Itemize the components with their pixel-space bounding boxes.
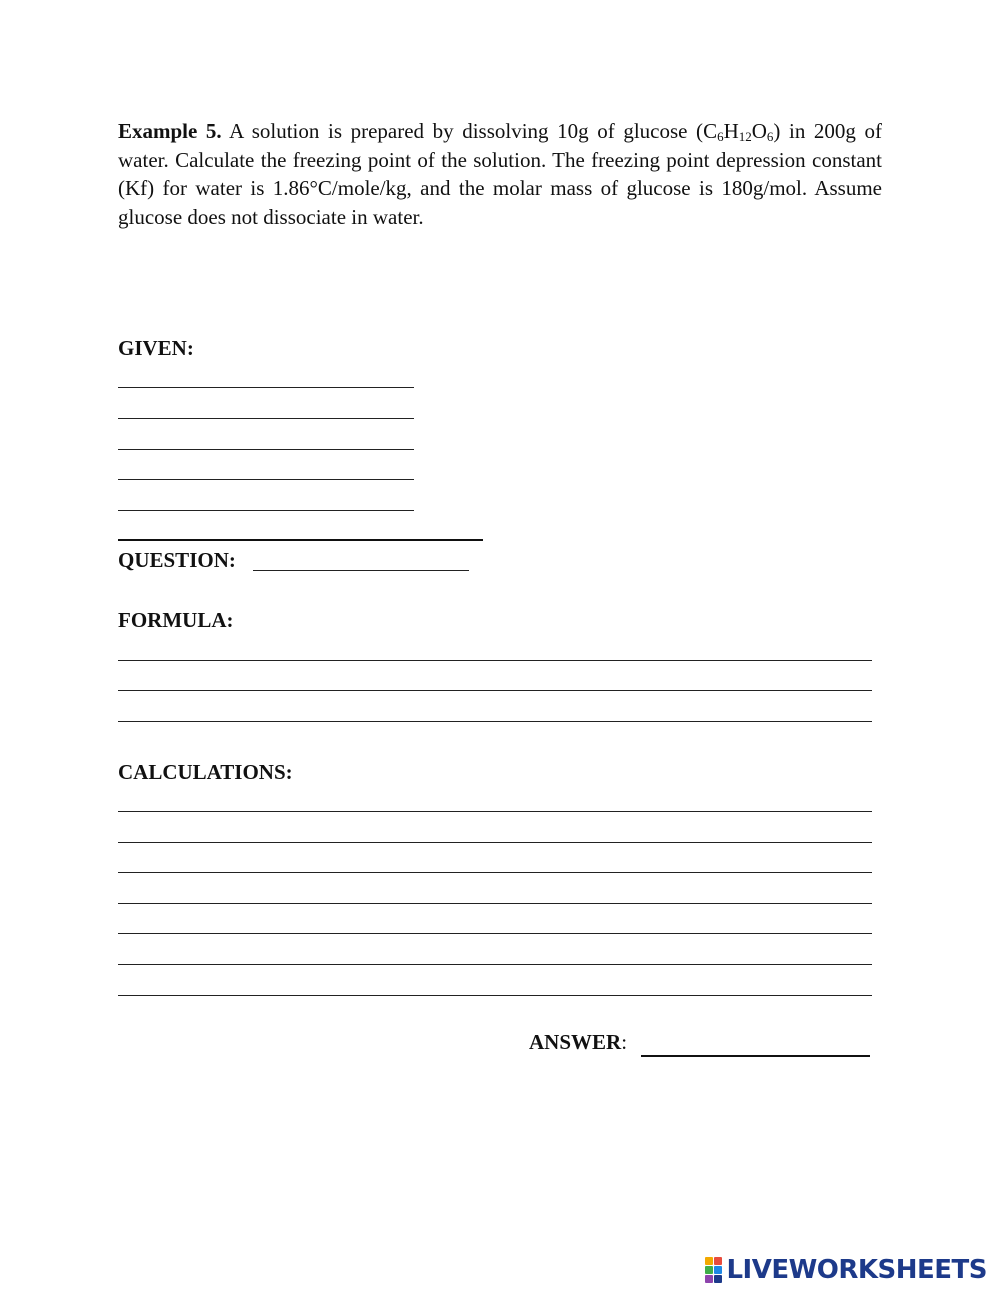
calculations-answer-line-1[interactable] xyxy=(118,811,872,812)
answer-row xyxy=(529,1030,627,1055)
formula-answer-line-3[interactable] xyxy=(118,721,872,722)
problem-label: Example 5. xyxy=(118,119,222,143)
formula-answer-line-1[interactable] xyxy=(118,660,872,661)
calculations-answer-line-5[interactable] xyxy=(118,933,872,934)
problem-statement xyxy=(118,117,882,231)
calculations-answer-line-6[interactable] xyxy=(118,964,872,965)
calculations-answer-line-3[interactable] xyxy=(118,872,872,873)
brand-name: LIVEWORKSHEETS xyxy=(726,1255,987,1285)
problem-text-after: ) in 200g of water. Calculate the freezing point of the solution. The freezing point depression constant (Kf) for water is 1.86°C/mole/kg, and the molar mass of glucose is 180g/mol. Assume glucose does not dissociate in water. xyxy=(118,119,883,229)
given-answer-line-4[interactable] xyxy=(118,479,414,480)
problem-text-before: A solution is prepared by dissolving 10g of glucose ( xyxy=(229,119,704,143)
calculations-heading: CALCULATIONS: xyxy=(118,760,293,784)
calculations-answer-line-2[interactable] xyxy=(118,842,872,843)
formula-answer-line-2[interactable] xyxy=(118,690,872,691)
calculations-answer-line-7[interactable] xyxy=(118,995,872,996)
liveworksheets-brand xyxy=(705,1255,987,1285)
liveworksheets-logo-icon xyxy=(705,1257,723,1283)
given-answer-line-1[interactable] xyxy=(118,387,414,388)
question-heading: QUESTION: xyxy=(118,548,236,572)
glucose-formula: $C_6H_{12}O_6$ xyxy=(703,119,774,144)
answer-label: ANSWER xyxy=(529,1030,622,1054)
formula-heading: FORMULA: xyxy=(118,608,234,632)
answer-input-line[interactable] xyxy=(641,1055,870,1057)
answer-colon: : xyxy=(621,1030,628,1054)
given-answer-line-3[interactable] xyxy=(118,449,414,450)
section-divider xyxy=(118,539,483,541)
given-answer-line-2[interactable] xyxy=(118,418,414,419)
given-answer-line-5[interactable] xyxy=(118,510,414,511)
calculations-answer-line-4[interactable] xyxy=(118,903,872,904)
question-answer-line[interactable] xyxy=(253,570,469,571)
given-heading: GIVEN: xyxy=(118,336,194,360)
